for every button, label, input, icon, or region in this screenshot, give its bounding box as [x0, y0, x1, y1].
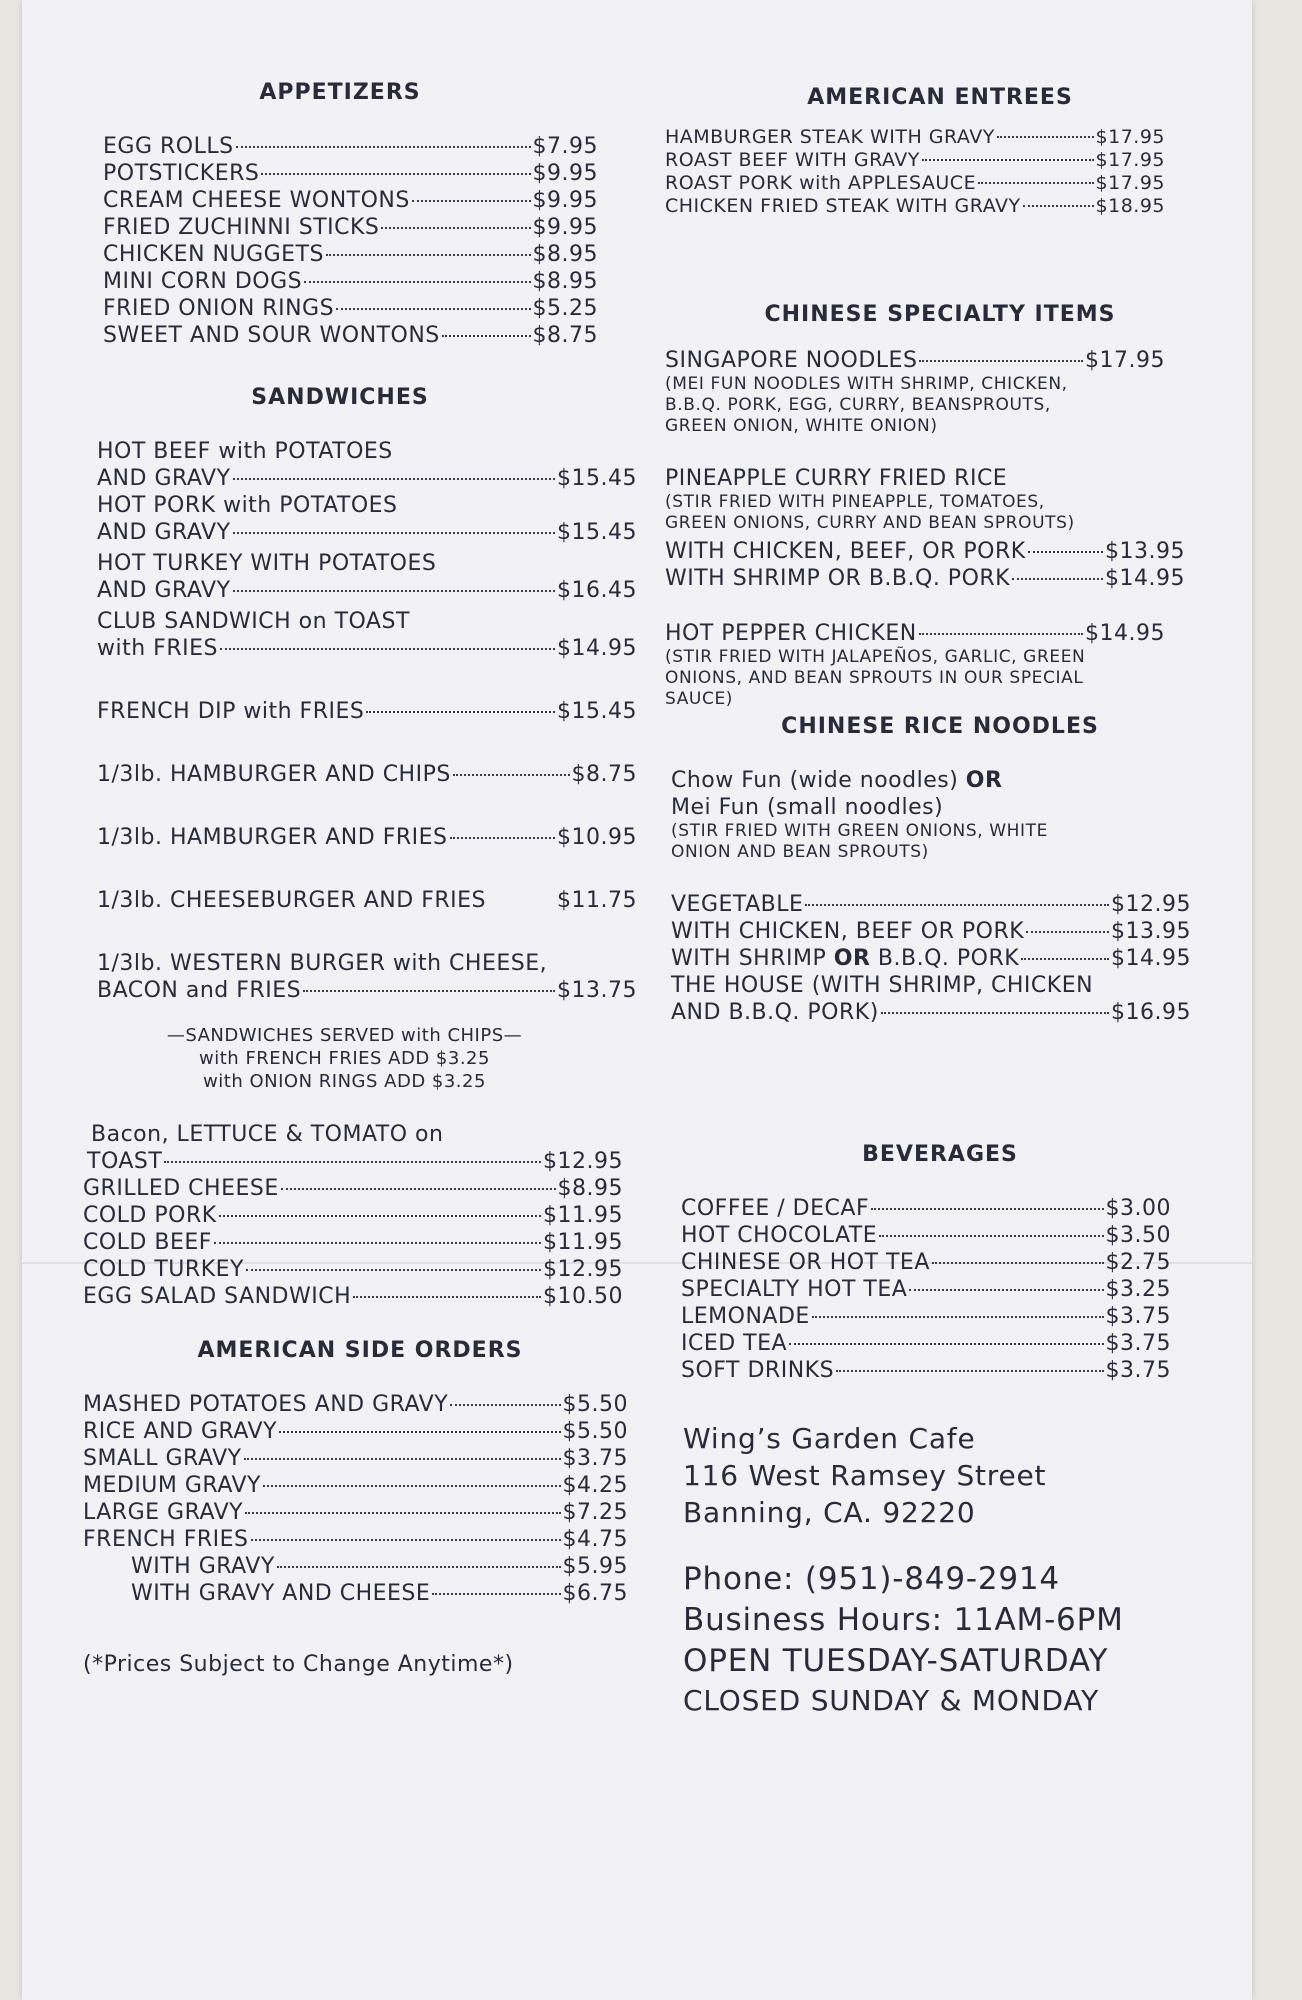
- item-description: (STIR FRIED WITH PINEAPPLE, TOMATOES,: [665, 492, 1045, 512]
- item-name: COLD TURKEY: [83, 1257, 244, 1282]
- item-price: $13.75: [557, 978, 637, 1003]
- note-line: with ONION RINGS ADD $3.25: [203, 1071, 486, 1092]
- blt-line1: Bacon, LETTUCE & TOMATO on: [91, 1122, 444, 1147]
- dot-leader: [836, 1370, 1103, 1372]
- item-name: LARGE GRAVY: [83, 1500, 244, 1525]
- menu-item-hot-pork: [97, 519, 637, 546]
- dot-leader: [281, 1188, 556, 1190]
- item-name: MASHED POTATOES AND GRAVY: [83, 1392, 449, 1417]
- dot-leader: [244, 1458, 561, 1460]
- menu-item-appetizer: [103, 241, 598, 268]
- menu-item-hamburger-chips: [97, 761, 637, 788]
- rice-noodles-heading: CHINESE RICE NOODLES: [781, 714, 1099, 739]
- appetizers-list: [75, 133, 598, 349]
- menu-item-hot-beef: [97, 465, 637, 492]
- hot-pork-line1: HOT PORK with POTATOES: [97, 493, 398, 518]
- street-address: 116 West Ramsey Street: [683, 1459, 1047, 1492]
- shrimp-prefix: WITH SHRIMP: [671, 946, 827, 971]
- item-name: 1/3lb. HAMBURGER AND CHIPS: [97, 762, 451, 787]
- item-price: $6.75: [562, 1581, 628, 1606]
- item-price: $9.95: [532, 188, 598, 213]
- menu-item-beverage: [681, 1303, 1171, 1330]
- item-price: $14.95: [1111, 946, 1191, 971]
- menu-item-entree: [665, 172, 1165, 195]
- menu-item-western-burger: [97, 977, 637, 1004]
- item-name: AND GRAVY: [97, 520, 231, 545]
- price-disclaimer: (*Prices Subject to Change Anytime*): [83, 1652, 514, 1677]
- item-description: B.B.Q. PORK, EGG, CURRY, BEANSPROUTS,: [665, 395, 1051, 415]
- dot-leader: [412, 200, 531, 202]
- dot-leader: [1023, 205, 1094, 207]
- item-price: $8.95: [532, 242, 598, 267]
- item-name: ICED TEA: [681, 1331, 788, 1356]
- item-description: ONION AND BEAN SPROUTS): [671, 842, 929, 862]
- item-name: SOFT DRINKS: [681, 1358, 835, 1383]
- menu-item-noodle-shrimp: [671, 945, 1191, 972]
- dot-leader: [263, 1485, 561, 1487]
- item-name: VEGETABLE: [671, 892, 804, 917]
- item-name: LEMONADE: [681, 1304, 810, 1329]
- item-price: $12.95: [543, 1257, 623, 1282]
- item-name: 1/3lb. HAMBURGER AND FRIES: [97, 825, 448, 850]
- item-price: $15.45: [557, 520, 637, 545]
- item-name: SWEET AND SOUR WONTONS: [103, 323, 440, 348]
- item-name: HAMBURGER STEAK WITH GRAVY: [665, 126, 995, 148]
- item-price: $18.95: [1095, 195, 1165, 217]
- item-price: $3.25: [1105, 1277, 1171, 1302]
- item-name: FRENCH DIP with FRIES: [97, 699, 365, 724]
- menu-item-side: [83, 1391, 628, 1418]
- item-name: AND GRAVY: [97, 466, 231, 491]
- side-orders-heading: AMERICAN SIDE ORDERS: [197, 1338, 523, 1363]
- sandwich-note: [97, 1024, 592, 1093]
- item-price: $10.95: [557, 825, 637, 850]
- menu-item-sandwich: [83, 1202, 623, 1229]
- menu-item-appetizer: [103, 160, 598, 187]
- item-description: ONIONS, AND BEAN SPROUTS IN OUR SPECIAL: [665, 668, 1084, 688]
- dot-leader: [932, 1262, 1104, 1264]
- note-line: —SANDWICHES SERVED with CHIPS—: [166, 1025, 523, 1046]
- open-days: OPEN TUESDAY-SATURDAY: [683, 1643, 1109, 1679]
- item-price: $7.25: [562, 1500, 628, 1525]
- menu-item-side: [83, 1418, 628, 1445]
- item-name: FRIED ONION RINGS: [103, 296, 335, 321]
- item-price: $15.45: [557, 699, 637, 724]
- pineapple-options: [665, 538, 1185, 592]
- appetizers-heading: APPETIZERS: [259, 80, 421, 105]
- menu-item-beverage: [681, 1276, 1171, 1303]
- item-name: GRILLED CHEESE: [83, 1176, 279, 1201]
- menu-item-pineapple-chicken: [665, 538, 1185, 565]
- menu-item-appetizer: [103, 322, 598, 349]
- item-name: ROAST BEEF WITH GRAVY: [665, 149, 920, 171]
- item-price: $4.25: [562, 1473, 628, 1498]
- dot-leader: [909, 1289, 1103, 1291]
- item-name: BACON and FRIES: [97, 978, 302, 1003]
- side-sub-items: [83, 1553, 628, 1607]
- dot-leader: [277, 1566, 561, 1568]
- dot-leader: [453, 774, 570, 776]
- city-address: Banning, CA. 92220: [683, 1496, 976, 1529]
- dot-leader: [879, 1235, 1103, 1237]
- chinese-specialty-heading: CHINESE SPECIALTY ITEMS: [764, 302, 1116, 327]
- item-description: GREEN ONIONS, CURRY AND BEAN SPROUTS): [665, 513, 1075, 533]
- menu-item-noodle-house: [671, 999, 1191, 1026]
- dot-leader: [442, 335, 531, 337]
- shrimp-suffix: B.B.Q. PORK: [877, 946, 1020, 971]
- dot-leader: [871, 1208, 1103, 1210]
- item-name: COLD PORK: [83, 1203, 217, 1228]
- chinese-specialty-list: [665, 347, 1185, 710]
- item-price: $8.75: [571, 762, 637, 787]
- menu-item-noodle-vegetable: [671, 891, 1191, 918]
- house-line1: THE HOUSE (WITH SHRIMP, CHICKEN: [671, 973, 1094, 998]
- dot-leader: [214, 1242, 541, 1244]
- item-price: $9.95: [532, 215, 598, 240]
- item-name: COLD BEEF: [83, 1230, 212, 1255]
- dot-leader: [233, 532, 556, 534]
- menu-item-appetizer: [103, 187, 598, 214]
- item-name: 1/3lb. CHEESEBURGER AND FRIES: [97, 888, 486, 913]
- item-description: GREEN ONION, WHITE ONION): [665, 416, 938, 436]
- menu-item-noodle-chicken: [671, 918, 1191, 945]
- dot-leader: [303, 990, 555, 992]
- menu-item-entree: [665, 126, 1165, 149]
- dot-leader: [450, 1404, 560, 1406]
- menu-item-side-option: [131, 1580, 628, 1607]
- hot-turkey-line1: HOT TURKEY WITH POTATOES: [97, 551, 437, 576]
- menu-item-sandwich: [83, 1175, 623, 1202]
- item-price: $8.75: [532, 323, 598, 348]
- left-column: [75, 80, 645, 1678]
- menu-item-french-dip: [97, 698, 637, 725]
- item-price: $3.75: [562, 1446, 628, 1471]
- dot-leader: [245, 1512, 560, 1514]
- item-name: CHICKEN FRIED STEAK WITH GRAVY: [665, 195, 1021, 217]
- item-name: POTSTICKERS: [103, 161, 260, 186]
- dot-leader: [233, 478, 556, 480]
- menu-item-singapore-noodles: [665, 347, 1165, 374]
- dot-leader: [432, 1593, 560, 1595]
- club-line1: CLUB SANDWICH on TOAST: [97, 609, 410, 634]
- beverages-list: [665, 1195, 1171, 1384]
- item-price: $5.25: [532, 296, 598, 321]
- item-price: $17.95: [1095, 172, 1165, 194]
- dot-leader: [246, 1269, 541, 1271]
- item-price: $17.95: [1095, 149, 1165, 171]
- item-price: $3.75: [1105, 1304, 1171, 1329]
- item-name: with FRIES: [97, 636, 218, 661]
- item-price: $16.95: [1111, 1000, 1191, 1025]
- item-name: AND B.B.Q. PORK): [671, 1000, 879, 1025]
- item-price: $8.95: [532, 269, 598, 294]
- item-price: $14.95: [1105, 566, 1185, 591]
- item-name: RICE AND GRAVY: [83, 1419, 278, 1444]
- dot-leader: [1012, 578, 1103, 580]
- item-name: WITH SHRIMP OR B.B.Q. PORK: [665, 566, 1011, 591]
- item-price: $14.95: [557, 636, 637, 661]
- menu-item-beverage: [681, 1330, 1171, 1357]
- menu-item-side: [83, 1526, 628, 1553]
- menu-item-beverage: [681, 1249, 1171, 1276]
- dot-leader: [164, 1161, 541, 1163]
- item-description: (STIR FRIED WITH JALAPEÑOS, GARLIC, GREEN: [665, 647, 1086, 667]
- or-word: OR: [965, 768, 1003, 793]
- side-items: [83, 1391, 628, 1553]
- dot-leader: [353, 1296, 541, 1298]
- rice-noodles-list: [665, 767, 1191, 1026]
- item-price: $15.45: [557, 466, 637, 491]
- item-name: AND GRAVY: [97, 578, 231, 603]
- dot-leader: [304, 281, 530, 283]
- item-price: $5.50: [562, 1392, 628, 1417]
- american-entrees-list: [665, 126, 1165, 218]
- menu-item-club: [97, 635, 637, 662]
- item-price: $8.95: [557, 1176, 623, 1201]
- dot-leader: [251, 1539, 561, 1541]
- menu-item-pineapple-shrimp: [665, 565, 1185, 592]
- item-name: SINGAPORE NOODLES: [665, 348, 918, 373]
- item-price: $3.00: [1105, 1196, 1171, 1221]
- item-name: FRIED ZUCHINNI STICKS: [103, 215, 380, 240]
- dot-leader: [922, 159, 1094, 161]
- item-price: $7.95: [532, 134, 598, 159]
- item-name: HOT PEPPER CHICKEN: [665, 621, 917, 646]
- item-price: $3.75: [1105, 1331, 1171, 1356]
- menu-item-side-option: [131, 1553, 628, 1580]
- beverages-heading: BEVERAGES: [862, 1142, 1018, 1167]
- dot-leader: [450, 837, 556, 839]
- item-price: $5.50: [562, 1419, 628, 1444]
- item-price: $12.95: [1111, 892, 1191, 917]
- item-name: CREAM CHEESE WONTONS: [103, 188, 410, 213]
- dot-leader: [1028, 551, 1103, 553]
- item-name: WITH GRAVY: [131, 1554, 275, 1579]
- cold-sandwiches-list: [75, 1121, 623, 1310]
- american-entrees-heading: AMERICAN ENTREES: [807, 85, 1073, 110]
- menu-item-appetizer: [103, 295, 598, 322]
- sandwiches-list: [75, 438, 637, 1093]
- item-price: $17.95: [1085, 348, 1165, 373]
- menu-item-cheeseburger: [97, 887, 637, 914]
- item-name: CHINESE OR HOT TEA: [681, 1250, 930, 1275]
- menu-item-beverage: [681, 1222, 1171, 1249]
- right-column: [665, 85, 1215, 1719]
- item-name: MINI CORN DOGS: [103, 269, 303, 294]
- dot-leader: [997, 136, 1094, 138]
- item-price: $14.95: [1085, 621, 1165, 646]
- menu-item-appetizer: [103, 268, 598, 295]
- menu-item-entree: [665, 195, 1165, 218]
- item-name: FRENCH FRIES: [83, 1527, 249, 1552]
- menu-item-blt: [83, 1148, 623, 1175]
- item-price: $4.75: [562, 1527, 628, 1552]
- menu-item-hamburger-fries: [97, 824, 637, 851]
- dot-leader: [812, 1316, 1104, 1318]
- dot-leader: [219, 1215, 541, 1217]
- dot-leader: [881, 1012, 1109, 1014]
- item-name: SMALL GRAVY: [83, 1446, 242, 1471]
- restaurant-name: Wing’s Garden Cafe: [683, 1422, 976, 1455]
- item-name: EGG SALAD SANDWICH: [83, 1284, 352, 1309]
- item-name: WITH CHICKEN, BEEF, OR PORK: [665, 539, 1026, 564]
- contact-block: [665, 1420, 1215, 1719]
- item-name: TOAST: [87, 1149, 163, 1174]
- item-name: SPECIALTY HOT TEA: [681, 1277, 908, 1302]
- dot-leader: [919, 360, 1083, 362]
- item-description: (STIR FRIED WITH GREEN ONIONS, WHITE: [671, 821, 1048, 841]
- pineapple-fried-rice-name: PINEAPPLE CURRY FRIED RICE: [665, 466, 1008, 491]
- menu-item-beverage: [681, 1357, 1171, 1384]
- phone-number: Phone: (951)-849-2914: [683, 1561, 1060, 1597]
- mei-fun-line: Mei Fun (small noodles): [671, 795, 944, 820]
- closed-days: CLOSED SUNDAY & MONDAY: [683, 1684, 1100, 1717]
- menu-item-sandwich: [83, 1283, 623, 1310]
- item-name: EGG ROLLS: [103, 134, 234, 159]
- side-orders-list: [75, 1391, 628, 1607]
- dot-leader: [1026, 931, 1109, 933]
- dot-leader: [805, 904, 1109, 906]
- item-name: WITH CHICKEN, BEEF OR PORK: [671, 919, 1025, 944]
- menu-item-side: [83, 1499, 628, 1526]
- menu-item-beverage: [681, 1195, 1171, 1222]
- sandwiches-heading: SANDWICHES: [251, 385, 429, 410]
- item-price: $9.95: [532, 161, 598, 186]
- dot-leader: [233, 590, 556, 592]
- item-price: $11.95: [543, 1203, 623, 1228]
- dot-leader: [366, 711, 555, 713]
- menu-item-hot-pepper-chicken: [665, 620, 1165, 647]
- item-name: CHICKEN NUGGETS: [103, 242, 324, 267]
- item-name: WITH GRAVY AND CHEESE: [131, 1581, 431, 1606]
- menu-item-side: [83, 1445, 628, 1472]
- chow-fun-line: [671, 767, 1191, 794]
- dot-leader: [1021, 958, 1109, 960]
- or-word: OR: [833, 946, 871, 971]
- item-price: $10.50: [543, 1284, 623, 1309]
- hot-beef-line1: HOT BEEF with POTATOES: [97, 439, 393, 464]
- dot-leader: [326, 254, 531, 256]
- dot-leader: [261, 173, 530, 175]
- item-price: $3.75: [1105, 1358, 1171, 1383]
- dot-leader: [978, 182, 1093, 184]
- item-price: $3.50: [1105, 1223, 1171, 1248]
- item-description: (MEI FUN NOODLES WITH SHRIMP, CHICKEN,: [665, 374, 1068, 394]
- more-sandwiches-list: [83, 1175, 623, 1310]
- menu-item-entree: [665, 149, 1165, 172]
- item-name: MEDIUM GRAVY: [83, 1473, 261, 1498]
- item-name: HOT CHOCOLATE: [681, 1223, 878, 1248]
- dot-leader: [381, 227, 530, 229]
- item-price: $16.45: [557, 578, 637, 603]
- item-price: $11.95: [543, 1230, 623, 1255]
- dot-leader: [279, 1431, 560, 1433]
- item-price: $13.95: [1111, 919, 1191, 944]
- chow-fun-text: Chow Fun (wide noodles): [671, 768, 959, 793]
- menu-item-sandwich: [83, 1256, 623, 1283]
- business-hours: Business Hours: 11AM-6PM: [683, 1602, 1124, 1638]
- dot-leader: [220, 648, 555, 650]
- dot-leader: [336, 308, 530, 310]
- item-price: $17.95: [1095, 126, 1165, 148]
- item-name: COFFEE / DECAF: [681, 1196, 870, 1221]
- dot-leader: [919, 633, 1083, 635]
- item-description: SAUCE): [665, 689, 734, 709]
- note-line: with FRENCH FRIES ADD $3.25: [199, 1048, 490, 1069]
- item-price: $11.75: [557, 888, 637, 913]
- menu-item-sandwich: [83, 1229, 623, 1256]
- item-price: $2.75: [1105, 1250, 1171, 1275]
- item-price: $5.95: [562, 1554, 628, 1579]
- western-line1: 1/3lb. WESTERN BURGER with CHEESE,: [97, 951, 548, 976]
- item-price: $12.95: [543, 1149, 623, 1174]
- item-price: $13.95: [1105, 539, 1185, 564]
- item-name: ROAST PORK with APPLESAUCE: [665, 172, 977, 194]
- menu-item-side: [83, 1472, 628, 1499]
- dot-leader: [789, 1343, 1103, 1345]
- menu-item-appetizer: [103, 214, 598, 241]
- dot-leader: [236, 146, 531, 148]
- menu-item-hot-turkey: [97, 577, 637, 604]
- menu-item-appetizer: [103, 133, 598, 160]
- item-name: [671, 945, 1019, 972]
